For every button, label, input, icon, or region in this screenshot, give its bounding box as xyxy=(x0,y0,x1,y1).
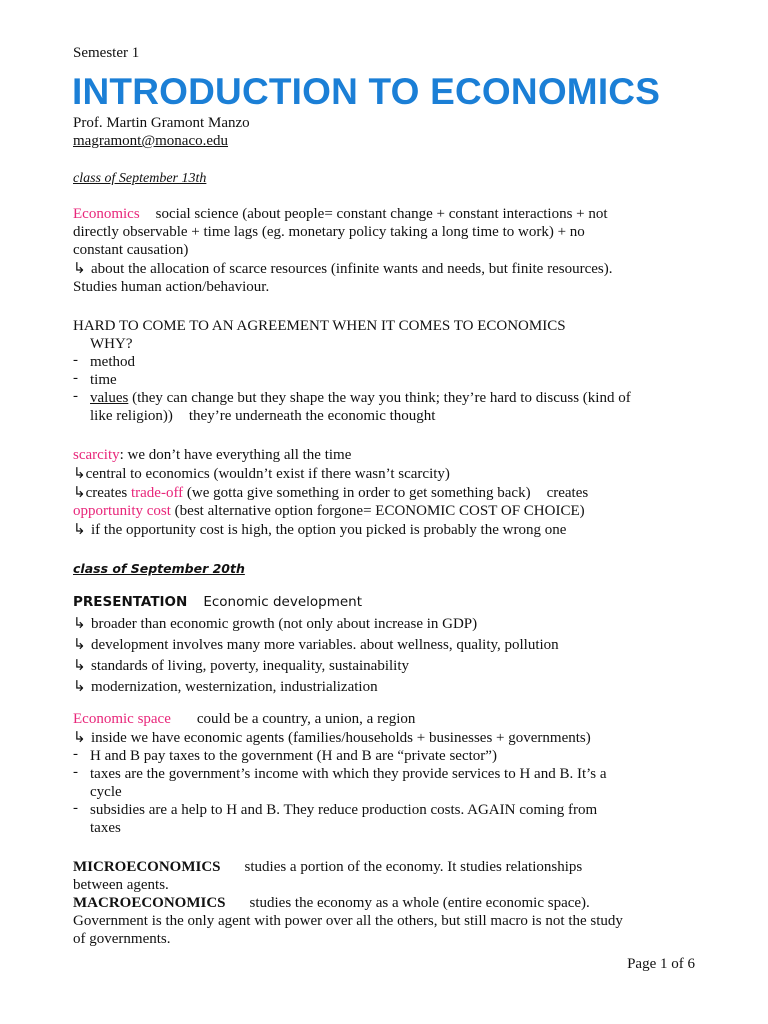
bullet-time: time xyxy=(90,372,117,388)
macro-def-line1: studies the economy as a whole (entire economic space). xyxy=(249,895,590,911)
arrow-icon: ↳ xyxy=(73,614,86,632)
dev-item-1: broader than economic growth (not only about increase in GDP) xyxy=(91,616,478,632)
dev-item-4: modernization, westernization, industrialization xyxy=(91,679,378,695)
page-number: Page 1 of 6 xyxy=(627,956,695,972)
micro-macro-section xyxy=(73,858,698,948)
why-label: WHY? xyxy=(90,336,133,352)
dev-item-3: standards of living, poverty, inequality, sustainability xyxy=(91,658,410,674)
class-date-sep20 xyxy=(73,560,698,578)
economics-def-line1: social science (about people= constant change + constant interactions + not xyxy=(155,206,608,222)
dash-bullet-icon: - xyxy=(73,352,78,368)
allocation-line2: Studies human action/behaviour. xyxy=(73,279,270,295)
arrow-icon: ↳ xyxy=(73,635,86,653)
presentation-label: PRESENTATION xyxy=(73,594,188,610)
term-tradeoff: trade-off xyxy=(130,485,184,501)
arrow-icon: ↳ xyxy=(73,464,86,482)
agreement-section xyxy=(73,317,698,425)
class-date: class of September 20th xyxy=(73,561,245,576)
macro-def-line2: Government is the only agent with power over all the others, but still macro is not the study xyxy=(73,913,623,929)
class-date-sep13 xyxy=(73,169,698,188)
term-scarcity: scarcity xyxy=(73,447,120,463)
subsidies-line2: taxes xyxy=(90,820,121,836)
arrow-icon: ↳ xyxy=(73,656,86,674)
economics-def-line3: constant causation) xyxy=(73,242,189,258)
scarcity-section xyxy=(73,446,698,539)
presentation-section xyxy=(73,593,698,697)
creates-prefix: creates xyxy=(85,485,131,501)
term-economics: Economics xyxy=(73,206,140,222)
subsidies-line1: subsidies are a help to H and B. They reduce production costs. AGAIN coming from xyxy=(90,802,598,818)
economics-definition xyxy=(73,205,698,296)
professor-name: Prof. Martin Gramont Manzo xyxy=(73,115,250,131)
values-rest-line1: (they can change but they shape the way you think; they’re hard to discuss (kind of xyxy=(128,390,631,406)
dash-bullet-icon: - xyxy=(73,800,78,816)
class-date: class of September 13th xyxy=(73,171,207,186)
taxes-item-2-line2: cycle xyxy=(90,784,122,800)
term-opportunity-cost: opportunity cost xyxy=(73,503,171,519)
professor-block xyxy=(73,114,698,150)
taxes-item-1: H and B pay taxes to the government (H and B are “private sector”) xyxy=(90,748,497,764)
bullet-method: method xyxy=(90,354,135,370)
values-rest-line2b: they’re underneath the economic thought xyxy=(188,408,436,424)
tradeoff-def: (we gotta give something in order to get something back) xyxy=(183,485,531,501)
high-cost-line: if the opportunity cost is high, the option you picked is probably the wrong one xyxy=(91,522,567,538)
term-microeconomics: MICROECONOMICS xyxy=(73,859,221,875)
document-title: INTRODUCTION TO ECONOMICS xyxy=(72,71,661,112)
arrow-icon: ↳ xyxy=(73,483,86,501)
hard-heading: HARD TO COME TO AN AGREEMENT WHEN IT COMES TO ECONOMICS xyxy=(73,318,566,334)
dash-bullet-icon: - xyxy=(73,370,78,386)
semester-label: Semester 1 xyxy=(73,45,140,61)
values-word: values xyxy=(90,390,129,406)
micro-def-line1: studies a portion of the economy. It studies relationships xyxy=(244,859,583,875)
arrow-icon: ↳ xyxy=(73,520,86,538)
allocation-line1: about the allocation of scarce resources (infinite wants and needs, but finite resources). xyxy=(91,261,613,277)
creates-suffix: creates xyxy=(546,485,589,501)
taxes-item-2-line1: taxes are the government’s income with which they provide services to H and B. It’s a xyxy=(90,766,607,782)
professor-email: magramont@monaco.edu xyxy=(73,133,229,149)
macro-def-line3: of governments. xyxy=(73,931,171,947)
values-rest-line2: like religion)) xyxy=(90,408,173,424)
space-def: could be a country, a union, a region xyxy=(196,711,416,727)
presentation-topic: Economic development xyxy=(203,594,363,610)
central-line: central to economics (wouldn’t exist if there wasn’t scarcity) xyxy=(85,466,450,482)
agents-line: inside we have economic agents (families/households + businesses + governments) xyxy=(91,730,591,746)
arrow-icon: ↳ xyxy=(73,677,86,695)
economic-space-section xyxy=(73,710,698,837)
dash-bullet-icon: - xyxy=(73,746,78,762)
term-economic-space: Economic space xyxy=(73,711,171,727)
dev-item-2: development involves many more variables. about wellness, quality, pollution xyxy=(91,637,559,653)
dash-bullet-icon: - xyxy=(73,764,78,780)
opportunity-def: (best alternative option forgone= ECONOMIC COST OF CHOICE) xyxy=(170,503,585,519)
economics-def-line2: directly observable + time lags (eg. monetary policy taking a long time to work) + no xyxy=(73,224,585,240)
arrow-icon: ↳ xyxy=(73,259,86,277)
arrow-icon: ↳ xyxy=(73,728,86,746)
scarcity-def: : we don’t have everything all the time xyxy=(119,447,352,463)
micro-def-line2: between agents. xyxy=(73,877,169,893)
dash-bullet-icon: - xyxy=(73,388,78,404)
term-macroeconomics: MACROECONOMICS xyxy=(73,895,226,911)
